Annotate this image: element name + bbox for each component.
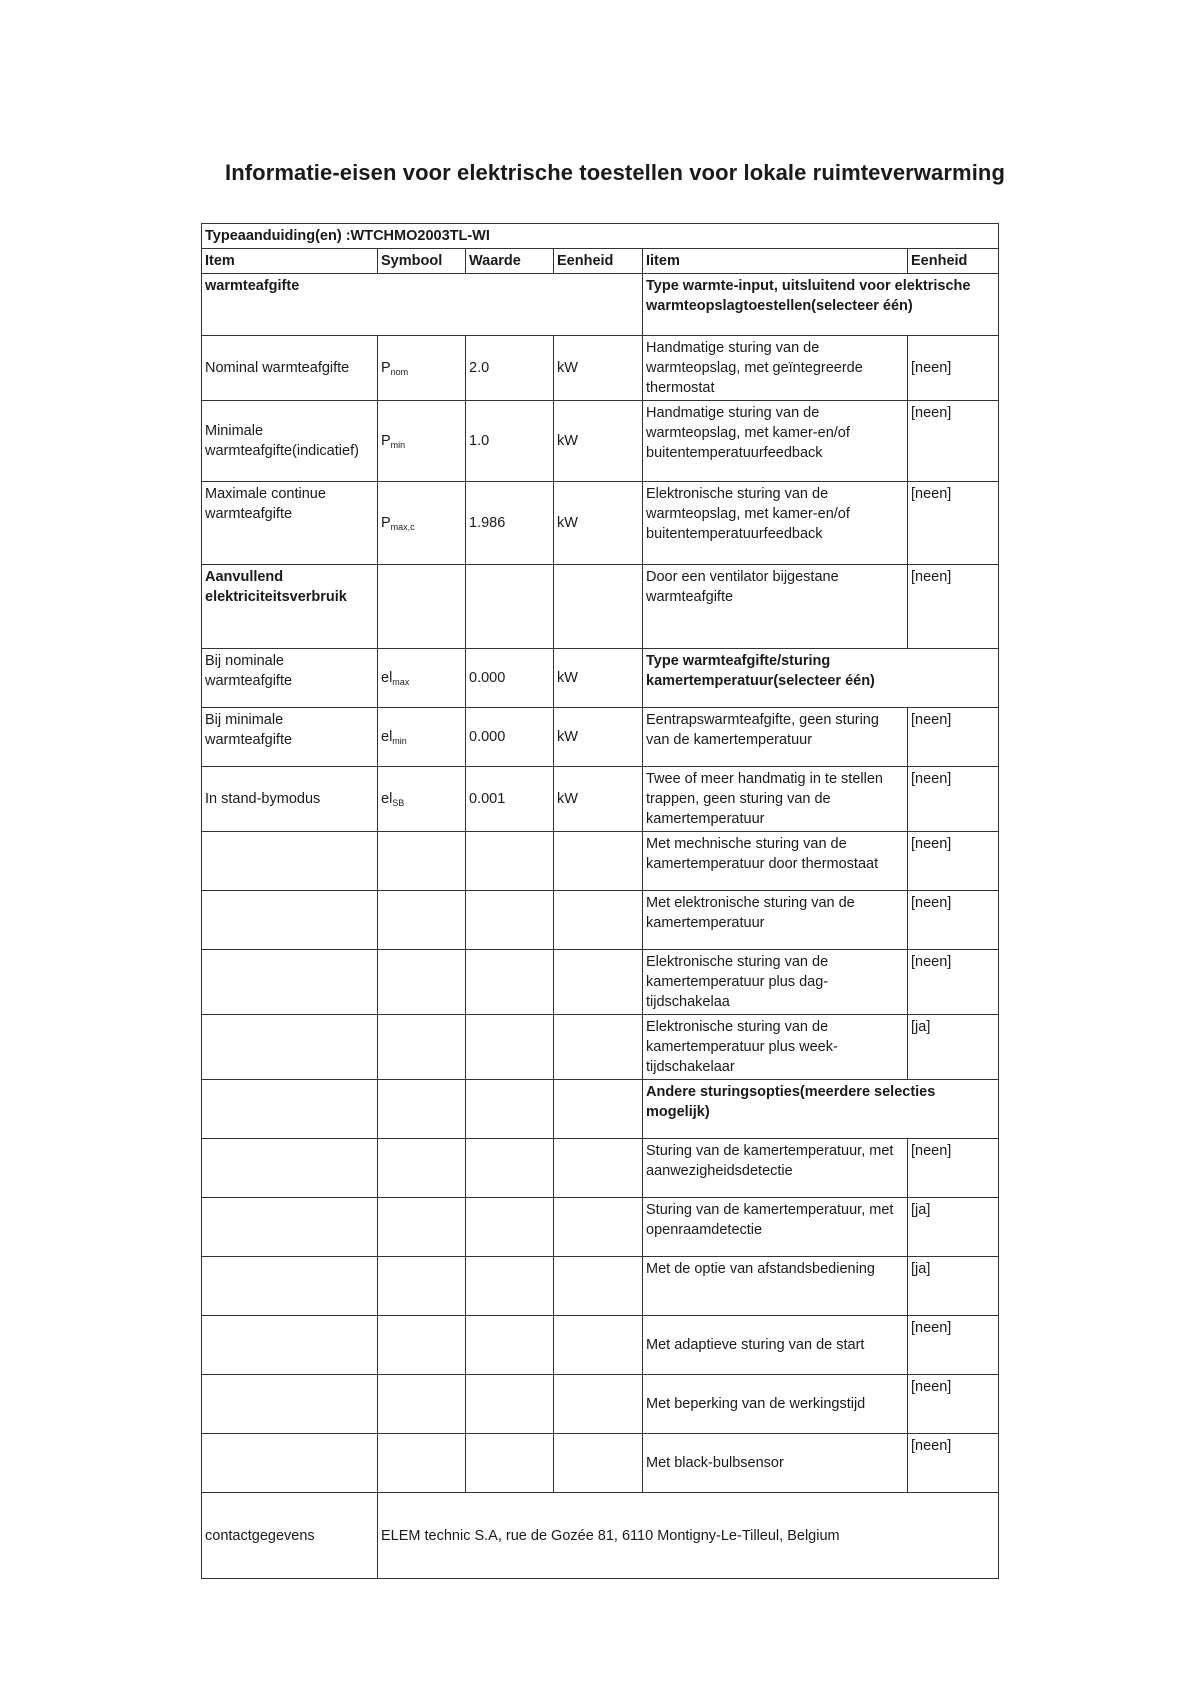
table-row: [202, 565, 999, 649]
section-heat-output: warmteafgifte: [202, 274, 643, 336]
option-label: Met de optie van afstandsbediening: [643, 1257, 908, 1316]
option-label: Sturing van de kamertemperatuur, met aanwezigheidsdetectie: [643, 1139, 908, 1198]
row-unit: kW: [554, 336, 643, 401]
option-label: Sturing van de kamertemperatuur, met openraamdetectie: [643, 1198, 908, 1257]
table-row: [202, 1434, 999, 1493]
row-unit: kW: [554, 401, 643, 482]
option-value: [neen]: [908, 1316, 999, 1375]
table-row: [202, 1139, 999, 1198]
header-unit: Eenheid: [554, 249, 643, 274]
option-label: Eentrapswarmteafgifte, geen sturing van de kamertemperatuur: [643, 708, 908, 767]
option-label: Elektronische sturing van de warmteopslag, met kamer-en/of buitentemperatuurfeedback: [643, 482, 908, 565]
contact-label: contactgegevens: [202, 1493, 378, 1579]
option-label: Met elektronische sturing van de kamertemperatuur: [643, 891, 908, 950]
table-row: [202, 1257, 999, 1316]
row-value: 0.001: [466, 767, 554, 832]
option-value: [ja]: [908, 1198, 999, 1257]
option-label: Met black-bulbsensor: [643, 1434, 908, 1493]
header-item: Item: [202, 249, 378, 274]
option-value: [neen]: [908, 565, 999, 649]
option-value: [neen]: [908, 832, 999, 891]
type-designation: Typeaanduiding(en) :WTCHMO2003TL-WI: [202, 224, 999, 249]
table-row: [202, 950, 999, 1015]
table-row: [202, 1198, 999, 1257]
header-right-unit: Eenheid: [908, 249, 999, 274]
option-label: Handmatige sturing van de warmteopslag, met kamer-en/of buitentemperatuurfeedback: [643, 401, 908, 482]
table-row: [202, 767, 999, 832]
header-symbol: Symbool: [378, 249, 466, 274]
row-label: In stand-bymodus: [202, 767, 378, 832]
row-value: 2.0: [466, 336, 554, 401]
option-value: [neen]: [908, 1375, 999, 1434]
table-row: [202, 401, 999, 482]
table-row: [202, 1080, 999, 1139]
row-label: Bij minimale warmteafgifte: [202, 708, 378, 767]
table-row: [202, 832, 999, 891]
row-label: Bij nominale warmteafgifte: [202, 649, 378, 708]
row-label: Minimale warmteafgifte(indicatief): [202, 401, 378, 482]
option-label: Met mechnische sturing van de kamertemperatuur door thermostaat: [643, 832, 908, 891]
option-value: [neen]: [908, 401, 999, 482]
header-value: Waarde: [466, 249, 554, 274]
option-label: Elektronische sturing van de kamertemperatuur plus week-tijdschakelaar: [643, 1015, 908, 1080]
option-label: Handmatige sturing van de warmteopslag, met geïntegreerde thermostat: [643, 336, 908, 401]
section-heat-input: Type warmte-input, uitsluitend voor elektrische warmteopslagtoestellen(selecteer één): [643, 274, 999, 336]
table-row: [202, 336, 999, 401]
option-value: [neen]: [908, 891, 999, 950]
table-row: [202, 1015, 999, 1080]
option-value: [neen]: [908, 950, 999, 1015]
row-symbol: $el_{SB}$: [378, 767, 466, 832]
row-symbol: $P_{nom}$: [378, 336, 466, 401]
row-value: 0.000: [466, 649, 554, 708]
option-value: [ja]: [908, 1257, 999, 1316]
section-electricity: Aanvullend elektriciteitsverbruik: [202, 565, 378, 649]
table-row: [202, 649, 999, 708]
row-symbol: $P_{max,c}$: [378, 482, 466, 565]
row-label: Maximale continue warmteafgifte: [202, 482, 378, 565]
table-row: [202, 708, 999, 767]
option-value: [neen]: [908, 482, 999, 565]
option-value: [ja]: [908, 1015, 999, 1080]
row-label: Nominal warmteafgifte: [202, 336, 378, 401]
option-value: [neen]: [908, 767, 999, 832]
row-symbol: $el_{max}$: [378, 649, 466, 708]
option-label: Elektronische sturing van de kamertemperatuur plus dag-tijdschakelaa: [643, 950, 908, 1015]
table-row: [202, 1316, 999, 1375]
option-value: [neen]: [908, 1434, 999, 1493]
row-value: 1.986: [466, 482, 554, 565]
table-row: [202, 891, 999, 950]
option-value: [neen]: [908, 708, 999, 767]
section-other: Andere sturingsopties(meerdere selecties mogelijk): [643, 1080, 999, 1139]
option-value: [neen]: [908, 336, 999, 401]
table-row: [202, 1375, 999, 1434]
row-unit: kW: [554, 482, 643, 565]
row-unit: kW: [554, 708, 643, 767]
type-row: [202, 224, 999, 249]
row-symbol: $P_{min}$: [378, 401, 466, 482]
option-label: Twee of meer handmatig in te stellen trappen, geen sturing van de kamertemperatuur: [643, 767, 908, 832]
info-table: [201, 223, 999, 1579]
page-title: Informatie-eisen voor elektrische toestellen voor lokale ruimteverwarming: [224, 160, 1005, 185]
table-row: [202, 482, 999, 565]
option-label: Met beperking van de werkingstijd: [643, 1375, 908, 1434]
option-value: [neen]: [908, 1139, 999, 1198]
contact-row: [202, 1493, 999, 1579]
table-row: [202, 274, 999, 336]
row-symbol: $el_{min}$: [378, 708, 466, 767]
row-value: 1.0: [466, 401, 554, 482]
row-unit: kW: [554, 767, 643, 832]
header-right-item: Iitem: [643, 249, 908, 274]
contact-value: ELEM technic S.A, rue de Gozée 81, 6110 Montigny-Le-Tilleul, Belgium: [378, 1493, 999, 1579]
section-room-control: Type warmteafgifte/sturing kamertemperatuur(selecteer één): [643, 649, 999, 708]
header-row: [202, 249, 999, 274]
option-label: Met adaptieve sturing van de start: [643, 1316, 908, 1375]
option-label: Door een ventilator bijgestane warmteafgifte: [643, 565, 908, 649]
row-unit: kW: [554, 649, 643, 708]
row-value: 0.000: [466, 708, 554, 767]
